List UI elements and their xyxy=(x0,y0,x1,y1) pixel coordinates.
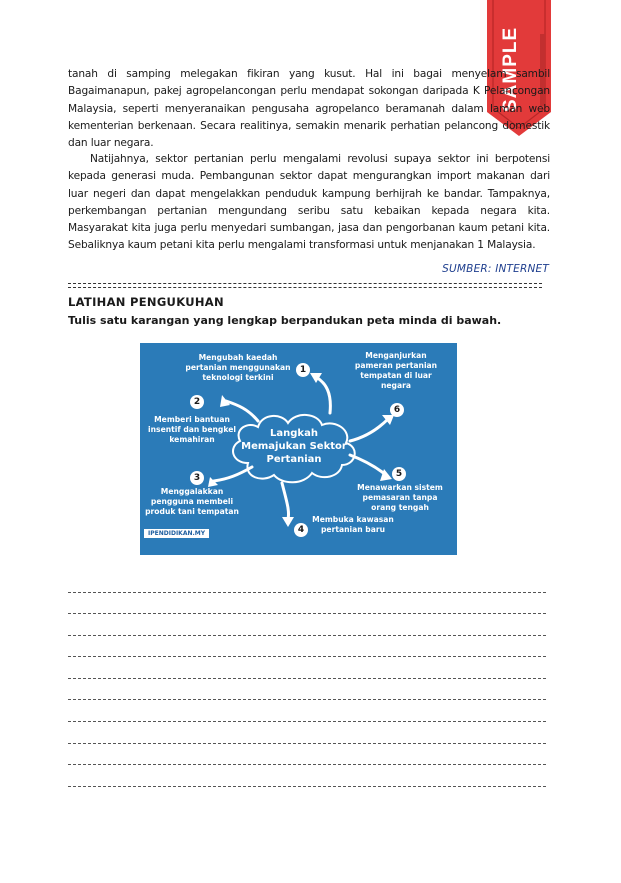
center-line-3: Pertanian xyxy=(266,454,322,465)
writing-line[interactable] xyxy=(68,721,546,722)
writing-line[interactable] xyxy=(68,699,546,700)
mind-map-node-1: Mengubah kaedah pertanian menggunakan teknologi terkini xyxy=(185,353,291,382)
node-6-number-badge: 6 xyxy=(390,403,404,417)
node-3-number-badge: 3 xyxy=(190,471,204,485)
mind-map-node-5: Menawarkan sistem pemasaran tanpa orang tengah xyxy=(357,483,443,512)
mind-map-center-label xyxy=(238,427,350,466)
mind-map xyxy=(140,343,457,555)
node-2-number-badge: 2 xyxy=(190,395,204,409)
mind-map-node-6: Menganjurkan pameran pertanian tempatan di luar negara xyxy=(354,351,438,390)
writing-line[interactable] xyxy=(68,678,546,679)
mind-map-node-4: Membuka kawasan pertanian baru xyxy=(312,515,394,534)
writing-line[interactable] xyxy=(68,743,546,744)
center-line-2: Memajukan Sektor xyxy=(241,441,347,452)
writing-line[interactable] xyxy=(68,764,546,765)
mind-map-node-3: Menggalakkan pengguna membeli produk tani tempatan xyxy=(145,487,239,516)
node-4-number-badge: 4 xyxy=(294,523,308,537)
node-5-number-badge: 5 xyxy=(392,467,406,481)
exercise-heading: LATIHAN PENGUKUHAN xyxy=(68,295,224,309)
writing-line[interactable] xyxy=(68,592,546,593)
passage-paragraph-2: Natijahnya, sektor pertanian perlu mengalami revolusi supaya sektor ini berpotensi kepada generasi muda. Pembangunan sektor dapat mengurangkan import makanan dari luar negeri dan dapat mengelakkan penduduk kampung berhijrah ke bandar. Tampaknya, perkembangan pertanian mengundang seribu satu kebaikan kepada negara kita. Masyarakat kita juga perlu menyedari sumbangan, jasa dan pengorbanan kaum petani kita. Sebaliknya kaum petani kita perlu mengalami transformasi untuk menjanakan 1 Malaysia. xyxy=(68,153,550,252)
sample-stamp-text: SAMPLE xyxy=(500,26,521,112)
passage-paragraph-1: tanah di samping melegakan fikiran yang kusut. Hal ini bagai menyelam sambil Bagaimanapun, pakej agropelancongan perlu mendapat sokongan daripada K Pelancongan Malaysia, seperti menyeranaikan pengusaha agropelanco beramanah dalam laman web kementerian berkenaan. Secara realitinya, semakin menarik perhatian pelancong domestik dan luar negara. xyxy=(68,68,550,150)
source-attribution: SUMBER: INTERNET xyxy=(442,263,549,275)
exercise-instruction: Tulis satu karangan yang lengkap berpandukan peta minda di bawah. xyxy=(68,314,502,327)
node-1-number-badge: 1 xyxy=(296,363,310,377)
writing-line[interactable] xyxy=(68,635,546,636)
mind-map-node-2: Memberi bantuan insentif dan bengkel kemahiran xyxy=(148,415,236,444)
writing-line[interactable] xyxy=(68,786,546,787)
section-divider xyxy=(68,283,542,288)
writing-line[interactable] xyxy=(68,656,546,657)
writing-line[interactable] xyxy=(68,613,546,614)
watermark-tag: IPENDIDIKAN.MY xyxy=(144,529,209,538)
center-line-1: Langkah xyxy=(270,428,318,439)
